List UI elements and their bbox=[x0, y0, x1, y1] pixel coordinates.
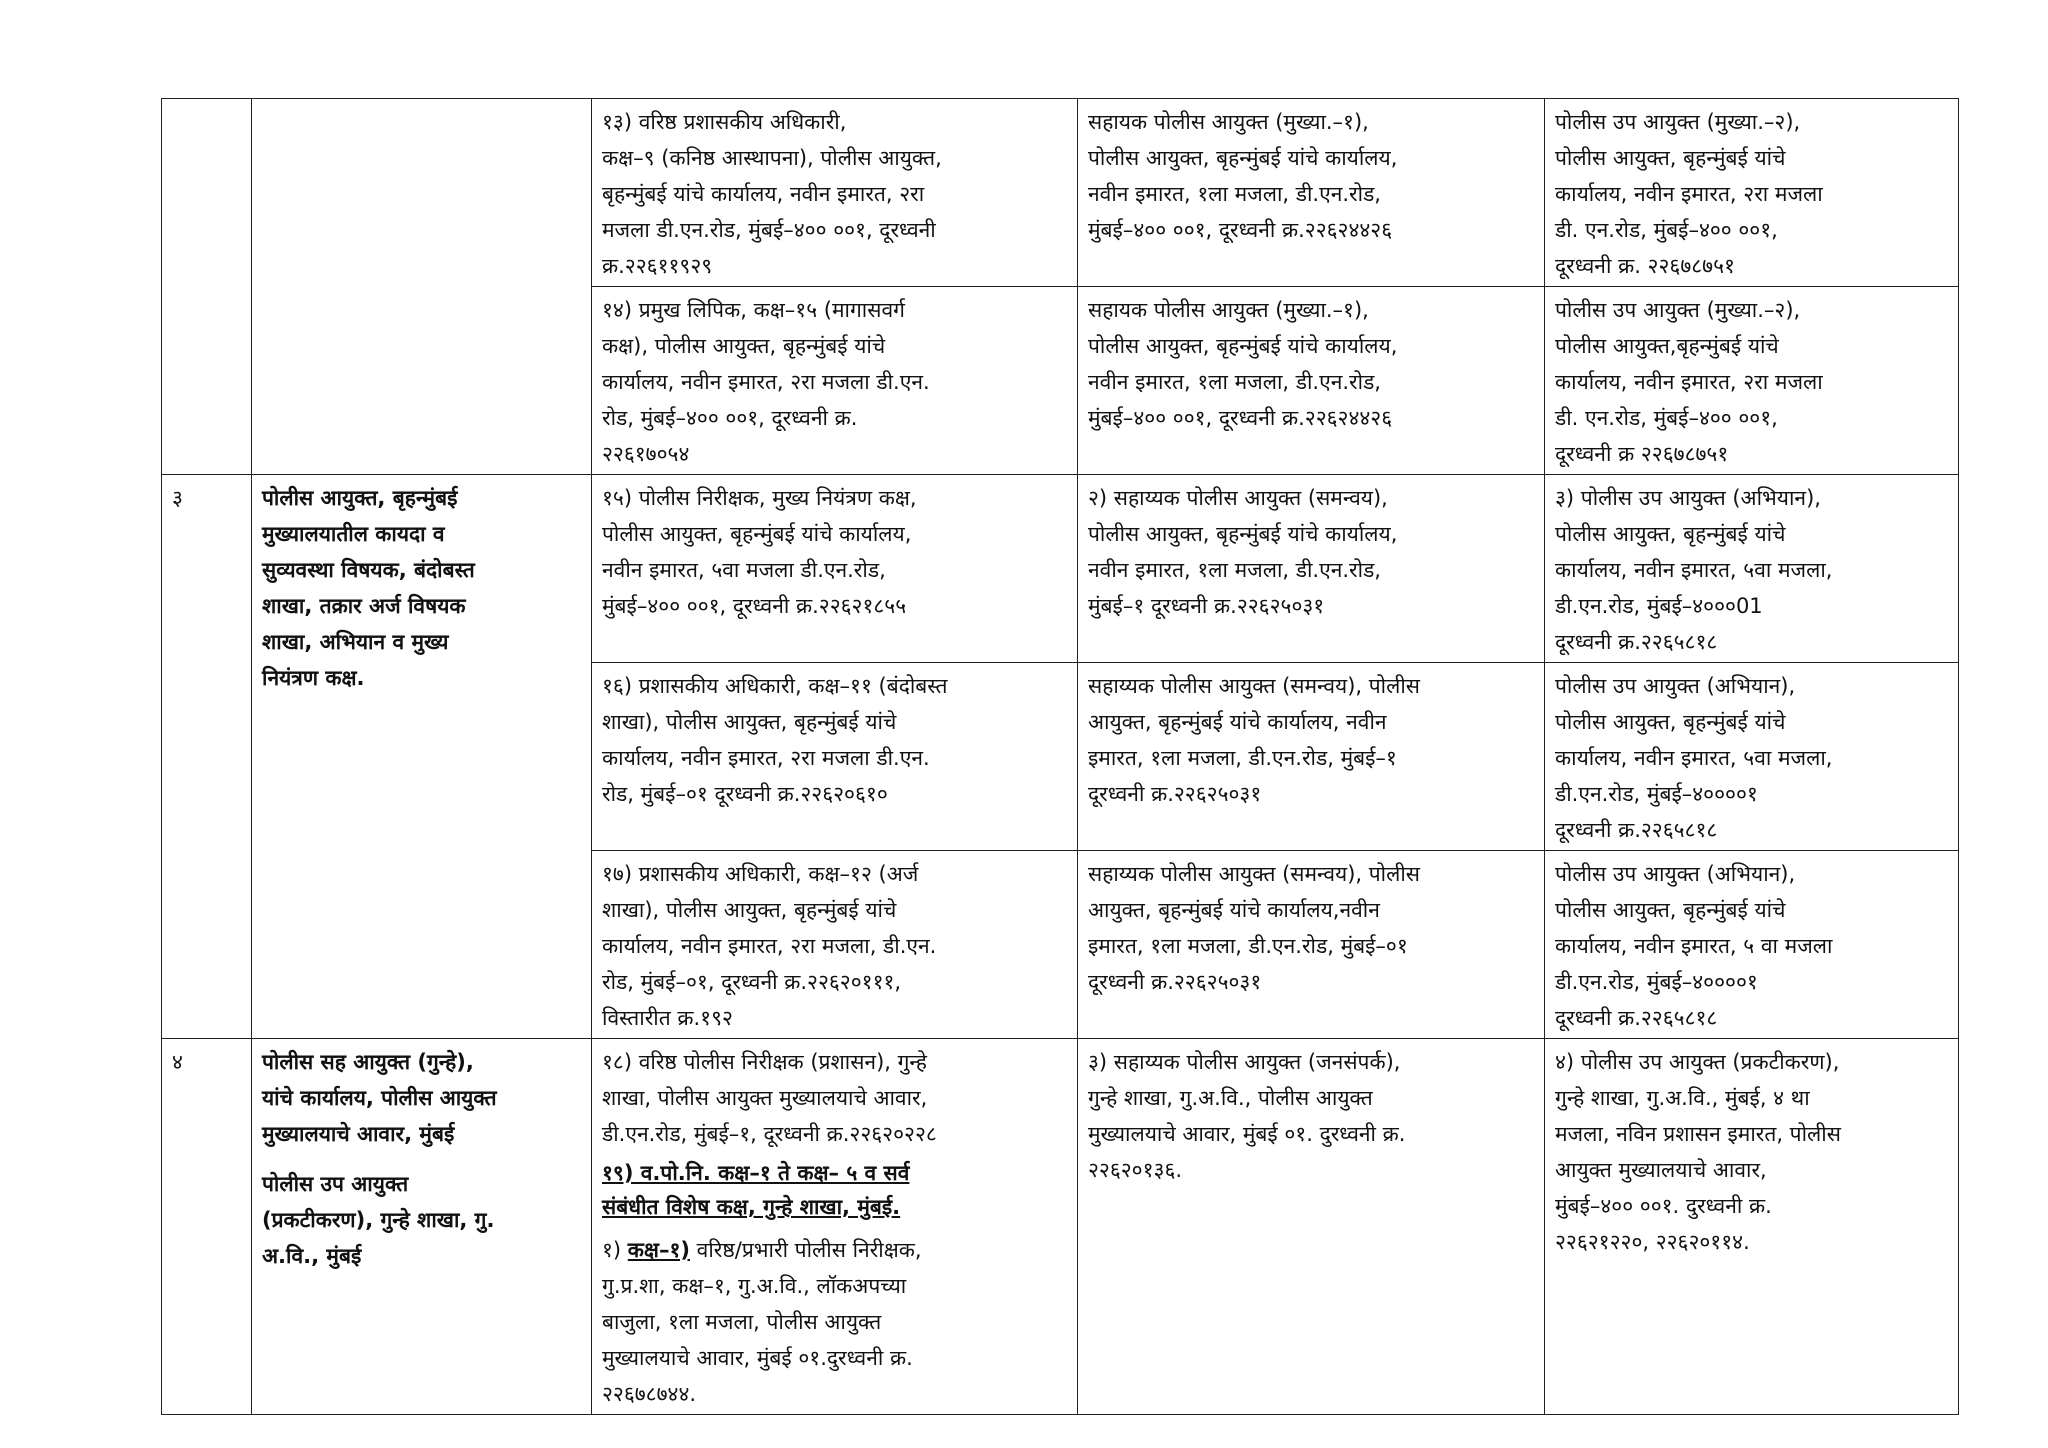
office-cell bbox=[592, 1039, 1078, 1415]
address-line: गुन्हे शाखा, गु.अ.वि., पोलीस आयुक्त bbox=[1088, 1086, 1373, 1110]
phone-line: दूरध्वनी क्र.२२६५८१८ bbox=[1555, 1006, 1718, 1030]
phone-line: मुंबई–४०० ००१, दूरध्वनी क्र.२२६२१८५५ bbox=[602, 594, 907, 618]
officer-line: ३) पोलीस उप आयुक्त (अभियान), bbox=[1555, 486, 1821, 510]
department-line: अ.वि., मुंबई bbox=[262, 1244, 362, 1268]
serial-cell bbox=[162, 1039, 252, 1415]
phone-line: डी.एन.रोड, मुंबई–१, दूरध्वनी क्र.२२६२०२२८ bbox=[602, 1122, 937, 1146]
cell-1-entry bbox=[602, 1232, 1067, 1268]
address-line: कार्यालय, नवीन इमारत, २रा मजला डी.एन. bbox=[602, 370, 930, 394]
officer-line: ४) पोलीस उप आयुक्त (प्रकटीकरण), bbox=[1555, 1050, 1840, 1074]
second-appellate-cell bbox=[1545, 475, 1959, 663]
address-line: डी. एन.रोड, मुंबई–४०० ००१, bbox=[1555, 406, 1778, 430]
serial-number: ४ bbox=[172, 1050, 183, 1074]
officer-line: ३) सहाय्यक पोलीस आयुक्त (जनसंपर्क), bbox=[1088, 1050, 1401, 1074]
first-appellate-cell bbox=[1078, 287, 1545, 475]
office-cell bbox=[592, 287, 1078, 475]
department-cell bbox=[252, 99, 592, 475]
phone-line: मुंबई–१ दूरध्वनी क्र.२२६२५०३१ bbox=[1088, 594, 1325, 618]
table-row bbox=[162, 1039, 1959, 1415]
address-line: डी.एन.रोड, मुंबई–४००००१ bbox=[1555, 970, 1758, 994]
first-appellate-cell bbox=[1078, 1039, 1545, 1415]
department-line: (प्रकटीकरण), गुन्हे शाखा, गु. bbox=[262, 1208, 495, 1232]
officer-line: सहाय्यक पोलीस आयुक्त (समन्वय), पोलीस bbox=[1088, 862, 1420, 886]
address-line: पोलीस आयुक्त,बृहन्मुंबई यांचे bbox=[1555, 334, 1779, 358]
address-line: मजला डी.एन.रोड, मुंबई–४०० ००१, दूरध्वनी bbox=[602, 218, 936, 242]
department-line: यांचे कार्यालय, पोलीस आयुक्त bbox=[262, 1086, 497, 1110]
address-line: पोलीस आयुक्त, बृहन्मुंबई यांचे कार्यालय, bbox=[1088, 334, 1398, 358]
address-line: नवीन इमारत, ५वा मजला डी.एन.रोड, bbox=[602, 558, 886, 582]
extension-line: विस्तारीत क्र.१९२ bbox=[602, 1006, 733, 1030]
phone-line: दूरध्वनी क्र.२२६५८१८ bbox=[1555, 818, 1718, 842]
office-cell bbox=[592, 99, 1078, 287]
department-cell bbox=[252, 475, 592, 1039]
address-line: कक्ष–९ (कनिष्ठ आस्थापना), पोलीस आयुक्त, bbox=[602, 146, 942, 170]
address-line: रोड, मुंबई–४०० ००१, दूरध्वनी क्र. bbox=[602, 406, 858, 430]
officer-line: २) सहाय्यक पोलीस आयुक्त (समन्वय), bbox=[1088, 486, 1388, 510]
officer-line: पोलीस उप आयुक्त (अभियान), bbox=[1555, 674, 1796, 698]
office-cell bbox=[592, 663, 1078, 851]
department-line: पोलीस उप आयुक्त bbox=[262, 1172, 409, 1196]
address-line: पोलीस आयुक्त, बृहन्मुंबई यांचे कार्यालय, bbox=[1088, 522, 1398, 546]
address-line: आयुक्त मुख्यालयाचे आवार, bbox=[1555, 1158, 1767, 1182]
address-line: कार्यालय, नवीन इमारत, ५वा मजला, bbox=[1555, 746, 1833, 770]
address-line: कार्यालय, नवीन इमारत, २रा मजला bbox=[1555, 370, 1823, 394]
first-appellate-cell bbox=[1078, 851, 1545, 1039]
phone-line: रोड, मुंबई–०१, दूरध्वनी क्र.२२६२०१११, bbox=[602, 970, 902, 994]
heading-line: १९) व.पो.नि. कक्ष–१ ते कक्ष– ५ व सर्व bbox=[602, 1161, 910, 1185]
office-cell bbox=[592, 851, 1078, 1039]
department-line: मुख्यालयातील कायदा व bbox=[262, 522, 445, 546]
first-appellate-cell bbox=[1078, 663, 1545, 851]
item-17-number: १७) प्रशासकीय अधिकारी, कक्ष–१२ (अर्ज bbox=[602, 862, 919, 886]
address-line: गु.प्र.शा, कक्ष–१, गु.अ.वि., लॉकअपच्या bbox=[602, 1274, 907, 1298]
phone-line: रोड, मुंबई–०१ दूरध्वनी क्र.२२६२०६१० bbox=[602, 782, 888, 806]
address-line: डी.एन.रोड, मुंबई–४०००01 bbox=[1555, 594, 1763, 618]
item-18-number: १८) वरिष्ठ पोलीस निरीक्षक (प्रशासन), गुन्हे bbox=[602, 1050, 927, 1074]
department-line: पोलीस आयुक्त, बृहन्मुंबई bbox=[262, 486, 458, 510]
department-line: शाखा, अभियान व मुख्य bbox=[262, 630, 449, 654]
office-directory-table bbox=[161, 98, 1959, 1415]
phone-line: २२६२१२२०, २२६२०११४. bbox=[1555, 1230, 1750, 1254]
first-appellate-cell bbox=[1078, 475, 1545, 663]
phone-line: दूरध्वनी क्र.२२६२५०३१ bbox=[1088, 782, 1262, 806]
phone-line: मुंबई–४०० ००१, दूरध्वनी क्र.२२६२४४२६ bbox=[1088, 406, 1393, 430]
address-line: नवीन इमारत, १ला मजला, डी.एन.रोड, bbox=[1088, 370, 1381, 394]
officer-line: पोलीस उप आयुक्त (मुख्या.–२), bbox=[1555, 298, 1801, 322]
phone-line: दूरध्वनी क्र.२२६२५०३१ bbox=[1088, 970, 1262, 994]
phone-line: क्र.२२६११९२९ bbox=[602, 254, 713, 278]
address-line: मुख्यालयाचे आवार, मुंबई ०१. दुरध्वनी क्र. bbox=[1088, 1122, 1406, 1146]
address-line: डी. एन.रोड, मुंबई–४०० ००१, bbox=[1555, 218, 1778, 242]
phone-line: २२६२०१३६. bbox=[1088, 1158, 1183, 1182]
table-row bbox=[162, 475, 1959, 663]
address-line: कार्यालय, नवीन इमारत, २रा मजला, डी.एन. bbox=[602, 934, 937, 958]
address-line: पोलीस आयुक्त, बृहन्मुंबई यांचे कार्यालय, bbox=[602, 522, 912, 546]
address-line: शाखा), पोलीस आयुक्त, बृहन्मुंबई यांचे bbox=[602, 898, 897, 922]
address-line: मुख्यालयाचे आवार, मुंबई ०१.दुरध्वनी क्र. bbox=[602, 1346, 913, 1370]
cell-1-label: कक्ष–१) bbox=[627, 1238, 690, 1262]
department-line: पोलीस सह आयुक्त (गुन्हे), bbox=[262, 1050, 474, 1074]
cell-1-prefix: १) bbox=[602, 1238, 628, 1262]
officer-line: पोलीस उप आयुक्त (अभियान), bbox=[1555, 862, 1796, 886]
address-line: नवीन इमारत, १ला मजला, डी.एन.रोड, bbox=[1088, 182, 1381, 206]
item-15-number: १५) पोलीस निरीक्षक, मुख्य नियंत्रण कक्ष, bbox=[602, 486, 917, 510]
address-line: पोलीस आयुक्त, बृहन्मुंबई यांचे कार्यालय, bbox=[1088, 146, 1398, 170]
address-line: कार्यालय, नवीन इमारत, २रा मजला bbox=[1555, 182, 1823, 206]
address-line: आयुक्त, बृहन्मुंबई यांचे कार्यालय, नवीन bbox=[1088, 710, 1387, 734]
address-line: कार्यालय, नवीन इमारत, ५ वा मजला bbox=[1555, 934, 1833, 958]
department-line: शाखा, तक्रार अर्ज विषयक bbox=[262, 594, 466, 618]
phone-line: मुंबई–४०० ००१, दूरध्वनी क्र.२२६२४४२६ bbox=[1088, 218, 1393, 242]
cell-1-officer: वरिष्ठ/प्रभारी पोलीस निरीक्षक, bbox=[690, 1238, 922, 1262]
officer-line: सहायक पोलीस आयुक्त (मुख्या.–१), bbox=[1088, 298, 1369, 322]
second-appellate-cell bbox=[1545, 1039, 1959, 1415]
address-line: इमारत, १ला मजला, डी.एन.रोड, मुंबई–०१ bbox=[1088, 934, 1408, 958]
address-line: कक्ष), पोलीस आयुक्त, बृहन्मुंबई यांचे bbox=[602, 334, 886, 358]
department-line: सुव्यवस्था विषयक, बंदोबस्त bbox=[262, 558, 475, 582]
phone-line: २२६१७०५४ bbox=[602, 442, 690, 466]
second-appellate-cell bbox=[1545, 287, 1959, 475]
address-line: नवीन इमारत, १ला मजला, डी.एन.रोड, bbox=[1088, 558, 1381, 582]
item-13-number: १३) वरिष्ठ प्रशासकीय अधिकारी, bbox=[602, 110, 847, 134]
serial-number: ३ bbox=[172, 486, 183, 510]
address-line: बृहन्मुंबई यांचे कार्यालय, नवीन इमारत, २रा bbox=[602, 182, 925, 206]
address-line: बाजुला, १ला मजला, पोलीस आयुक्त bbox=[602, 1310, 882, 1334]
address-line: मुंबई–४०० ००१. दुरध्वनी क्र. bbox=[1555, 1194, 1772, 1218]
department-line: नियंत्रण कक्ष. bbox=[262, 666, 365, 690]
serial-cell bbox=[162, 475, 252, 1039]
address-line: आयुक्त, बृहन्मुंबई यांचे कार्यालय,नवीन bbox=[1088, 898, 1380, 922]
address-line: गुन्हे शाखा, गु.अ.वि., मुंबई, ४ था bbox=[1555, 1086, 1810, 1110]
serial-cell bbox=[162, 99, 252, 475]
first-appellate-cell bbox=[1078, 99, 1545, 287]
address-line: इमारत, १ला मजला, डी.एन.रोड, मुंबई–१ bbox=[1088, 746, 1397, 770]
item-19-heading bbox=[602, 1156, 1067, 1224]
item-16-number: १६) प्रशासकीय अधिकारी, कक्ष–११ (बंदोबस्त bbox=[602, 674, 948, 698]
department-cell bbox=[252, 1039, 592, 1415]
heading-line: संबंधीत विशेष कक्ष, गुन्हे शाखा, मुंबई. bbox=[602, 1195, 901, 1219]
address-line: पोलीस आयुक्त, बृहन्मुंबई यांचे bbox=[1555, 710, 1786, 734]
officer-line: सहाय्यक पोलीस आयुक्त (समन्वय), पोलीस bbox=[1088, 674, 1420, 698]
item-14-number: १४) प्रमुख लिपिक, कक्ष–१५ (मागासवर्ग bbox=[602, 298, 905, 322]
department-line: मुख्यालयाचे आवार, मुंबई bbox=[262, 1122, 455, 1146]
address-line: पोलीस आयुक्त, बृहन्मुंबई यांचे bbox=[1555, 522, 1786, 546]
phone-line: दूरध्वनी क्र.२२६५८१८ bbox=[1555, 630, 1718, 654]
phone-line: २२६७८७४४. bbox=[602, 1382, 697, 1406]
address-line: शाखा), पोलीस आयुक्त, बृहन्मुंबई यांचे bbox=[602, 710, 897, 734]
address-line: शाखा, पोलीस आयुक्त मुख्यालयाचे आवार, bbox=[602, 1086, 928, 1110]
spacer bbox=[262, 1152, 581, 1166]
table-row bbox=[162, 99, 1959, 287]
second-appellate-cell bbox=[1545, 851, 1959, 1039]
address-line: कार्यालय, नवीन इमारत, ५वा मजला, bbox=[1555, 558, 1833, 582]
address-line: डी.एन.रोड, मुंबई–४००००१ bbox=[1555, 782, 1758, 806]
address-line: मजला, नविन प्रशासन इमारत, पोलीस bbox=[1555, 1122, 1841, 1146]
office-cell bbox=[592, 475, 1078, 663]
officer-line: पोलीस उप आयुक्त (मुख्या.–२), bbox=[1555, 110, 1801, 134]
second-appellate-cell bbox=[1545, 99, 1959, 287]
address-line: पोलीस आयुक्त, बृहन्मुंबई यांचे bbox=[1555, 146, 1786, 170]
phone-line: दूरध्वनी क्र. २२६७८७५१ bbox=[1555, 254, 1735, 278]
phone-line: दूरध्वनी क्र २२६७८७५१ bbox=[1555, 442, 1729, 466]
address-line: पोलीस आयुक्त, बृहन्मुंबई यांचे bbox=[1555, 898, 1786, 922]
second-appellate-cell bbox=[1545, 663, 1959, 851]
officer-line: सहायक पोलीस आयुक्त (मुख्या.–१), bbox=[1088, 110, 1369, 134]
address-line: कार्यालय, नवीन इमारत, २रा मजला डी.एन. bbox=[602, 746, 930, 770]
